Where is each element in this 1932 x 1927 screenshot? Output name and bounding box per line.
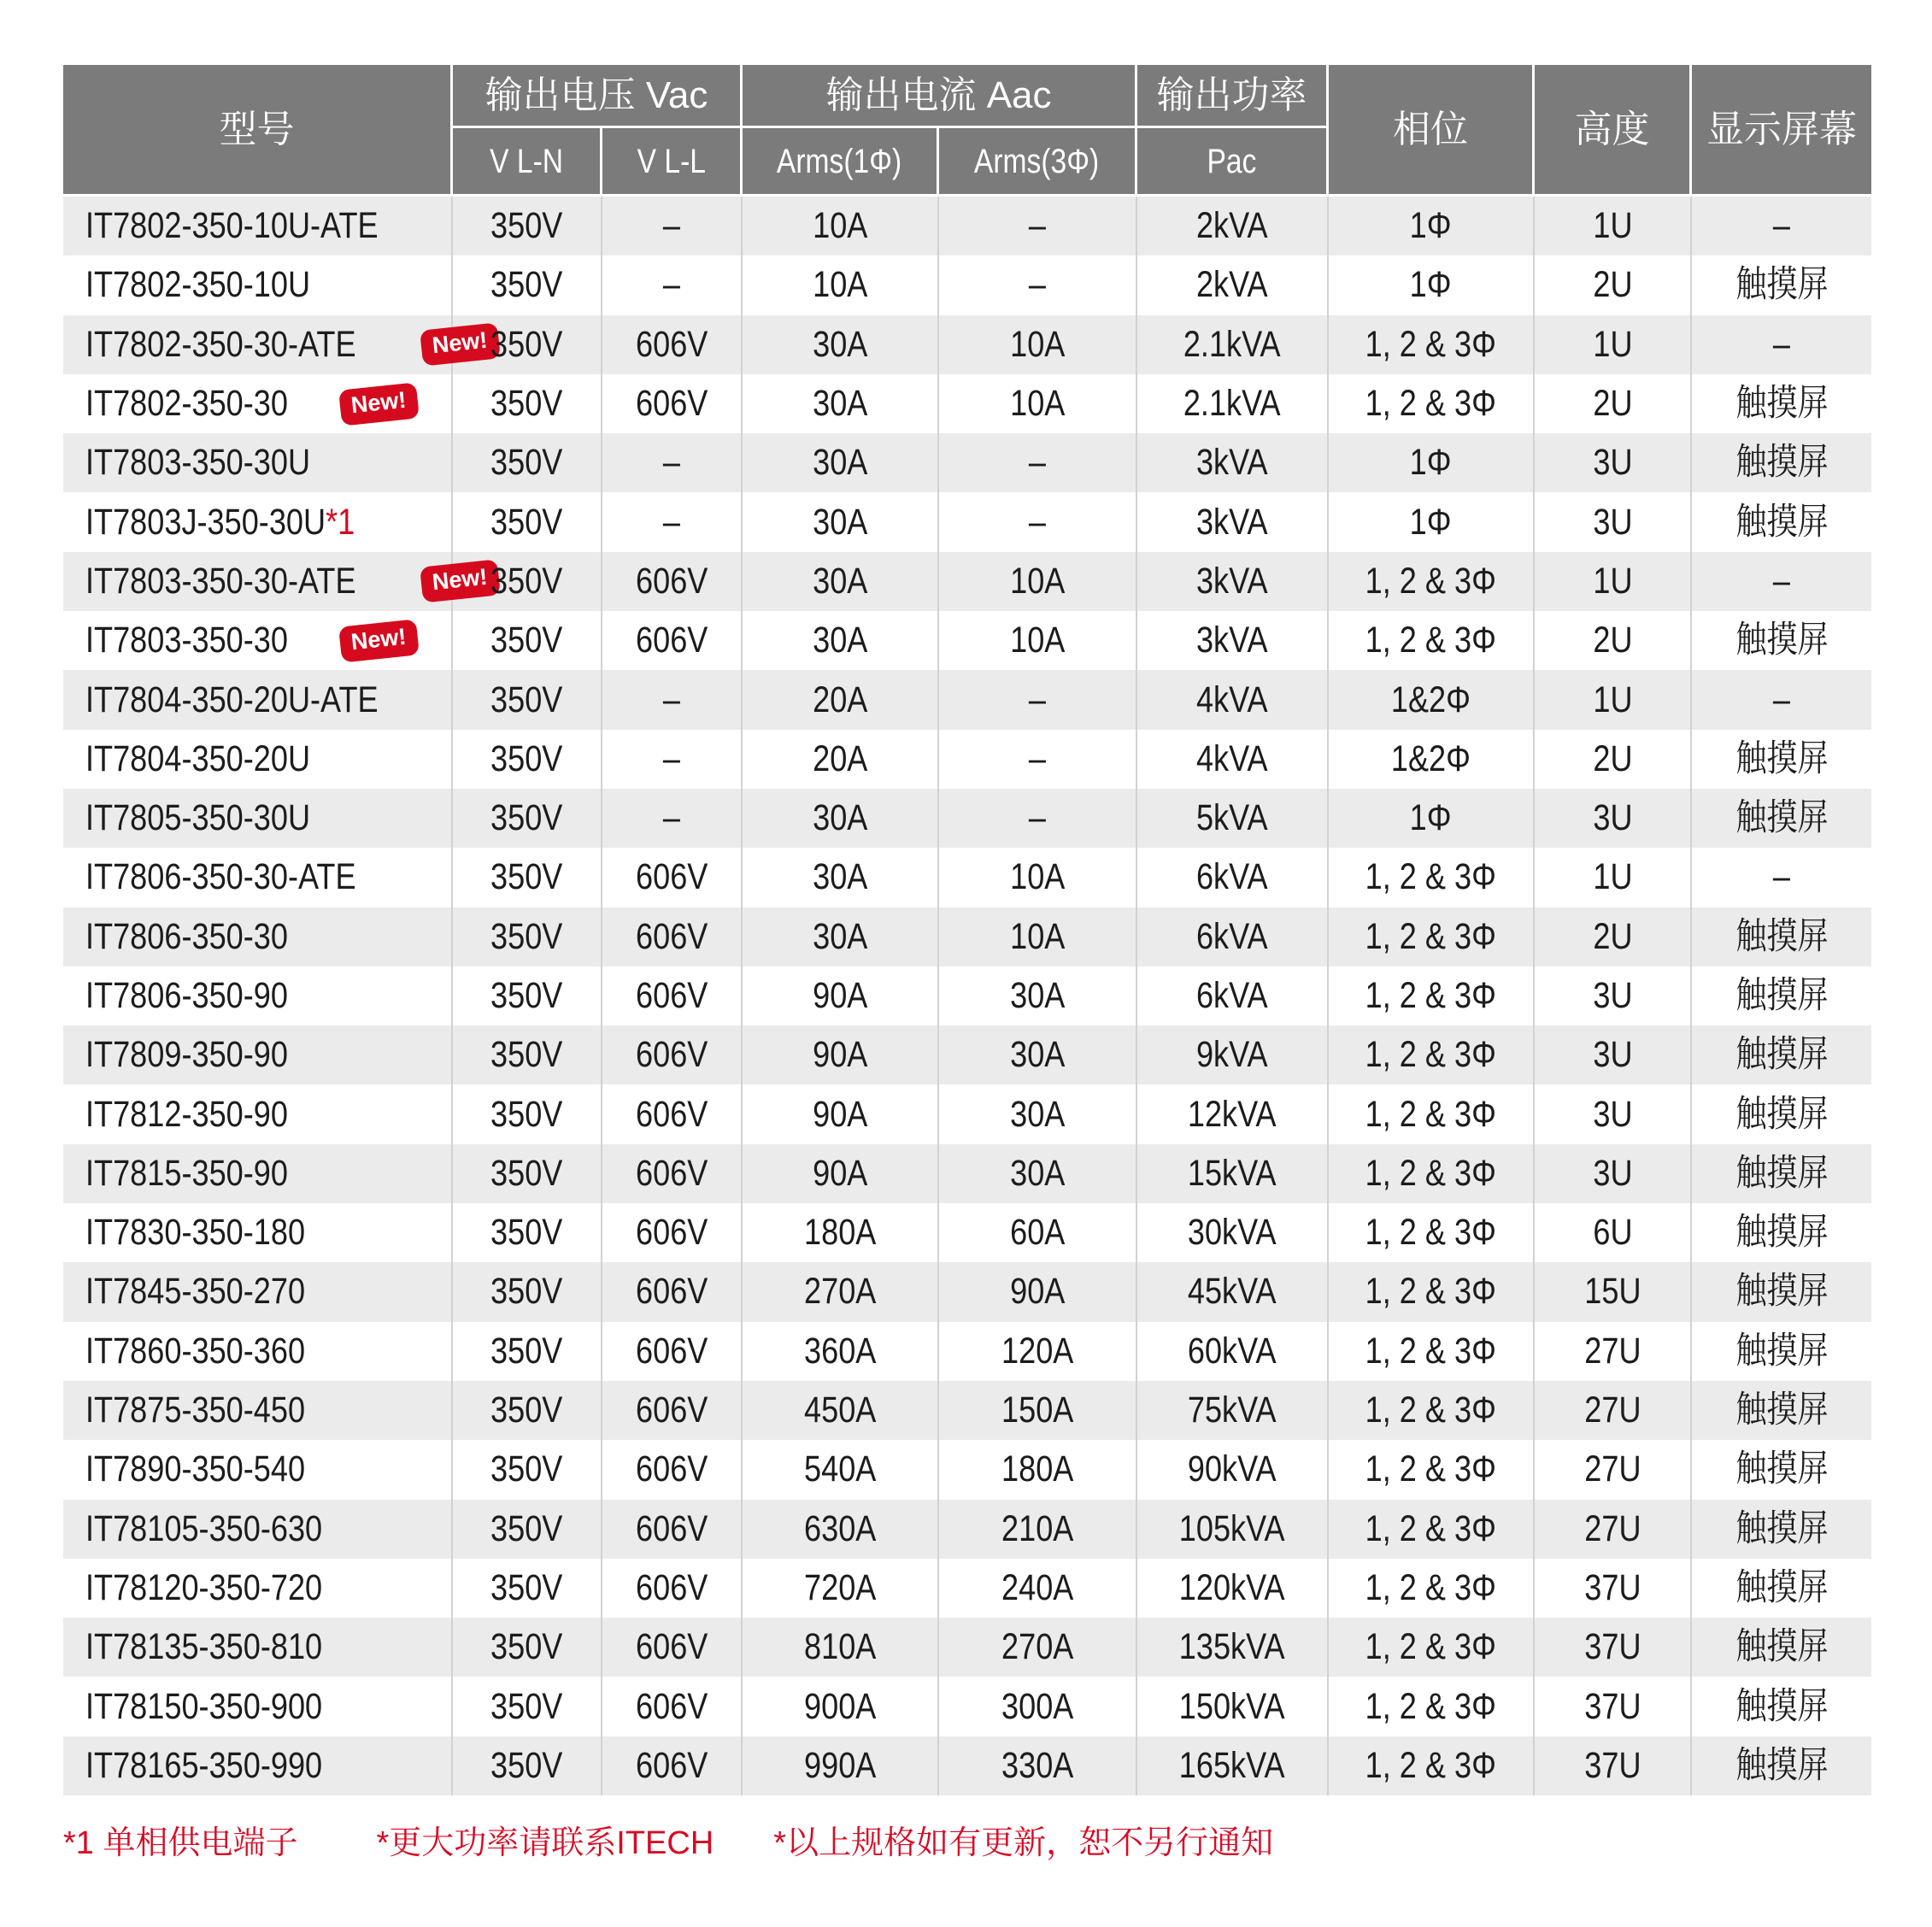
cell-current-1ph: 180A bbox=[743, 1203, 939, 1262]
cell-voltage-ll: 606V bbox=[602, 1440, 743, 1499]
cell-power: 3kVA bbox=[1137, 611, 1329, 670]
cell-voltage-ll: – bbox=[602, 256, 743, 314]
table-row bbox=[63, 492, 1871, 551]
col-header-vln-label: V L-N bbox=[490, 142, 563, 180]
cell-voltage-ll: – bbox=[602, 492, 743, 551]
cell-display-screen: 触摸屏 bbox=[1735, 1271, 1829, 1313]
cell-current-1ph: 630A bbox=[743, 1500, 939, 1559]
cell-power: 6kVA bbox=[1137, 966, 1329, 1025]
cell-voltage-ll: 606V bbox=[602, 1559, 743, 1618]
cell-display-screen: 触摸屏 bbox=[1735, 383, 1829, 425]
cell-current-3ph: 30A bbox=[939, 1144, 1137, 1203]
cell-height: 3U bbox=[1535, 492, 1692, 551]
cell-model: IT7803J-350-30U*1 bbox=[63, 492, 453, 551]
cell-current-3ph: – bbox=[939, 197, 1137, 256]
cell-current-3ph: 60A bbox=[939, 1203, 1137, 1262]
cell-current-3ph: 10A bbox=[939, 315, 1137, 374]
cell-current-1ph: 450A bbox=[743, 1381, 939, 1440]
cell-voltage-ln: 350V bbox=[453, 1677, 602, 1736]
cell-power: 90kVA bbox=[1137, 1440, 1329, 1499]
cell-phase: 1&2Φ bbox=[1329, 730, 1535, 789]
cell-model: IT7806-350-30 bbox=[63, 908, 453, 966]
cell-voltage-ln: 350V bbox=[453, 1736, 602, 1795]
cell-power: 30kVA bbox=[1137, 1203, 1329, 1262]
cell-current-3ph: – bbox=[939, 670, 1137, 729]
table-row bbox=[63, 1262, 1871, 1321]
table-row bbox=[63, 670, 1871, 729]
new-badge: New! bbox=[338, 619, 419, 662]
cell-model: IT7805-350-30U bbox=[63, 789, 453, 848]
col-header-arms-1ph bbox=[743, 128, 939, 194]
cell-phase: 1Φ bbox=[1329, 492, 1535, 551]
table-row bbox=[63, 1084, 1871, 1143]
cell-display-screen: 触摸屏 bbox=[1735, 1330, 1829, 1372]
cell-display-screen: – bbox=[1772, 679, 1791, 720]
cell-height: 2U bbox=[1535, 908, 1692, 966]
cell-current-1ph: 720A bbox=[743, 1559, 939, 1618]
cell-model: IT7806-350-90 bbox=[63, 966, 453, 1025]
cell-voltage-ll: 606V bbox=[602, 1144, 743, 1203]
cell-current-3ph: 10A bbox=[939, 908, 1137, 966]
cell-height: 1U bbox=[1535, 315, 1692, 374]
cell-voltage-ln: 350V bbox=[453, 966, 602, 1025]
new-badge: New! bbox=[338, 382, 419, 426]
cell-current-1ph: 10A bbox=[743, 256, 939, 314]
cell-current-1ph: 990A bbox=[743, 1736, 939, 1795]
cell-voltage-ln: 350V bbox=[453, 374, 602, 433]
cell-display-screen: 触摸屏 bbox=[1735, 620, 1829, 661]
cell-voltage-ln: 350V bbox=[453, 492, 602, 551]
cell-phase: 1, 2 & 3Φ bbox=[1329, 1262, 1535, 1321]
cell-voltage-ln: 350V bbox=[453, 1262, 602, 1321]
model-footnote-marker: *1 bbox=[326, 501, 355, 543]
cell-display-screen: 触摸屏 bbox=[1735, 501, 1829, 543]
cell-power: 2kVA bbox=[1137, 256, 1329, 314]
cell-voltage-ln: 350V bbox=[453, 1381, 602, 1440]
col-header-pac bbox=[1137, 128, 1329, 194]
cell-power: 2.1kVA bbox=[1137, 315, 1329, 374]
cell-current-1ph: 20A bbox=[743, 730, 939, 789]
cell-display-screen: – bbox=[1772, 560, 1791, 602]
new-badge: New! bbox=[420, 560, 500, 603]
cell-power: 135kVA bbox=[1137, 1618, 1329, 1677]
cell-phase: 1, 2 & 3Φ bbox=[1329, 1203, 1535, 1262]
cell-current-1ph: 30A bbox=[743, 315, 939, 374]
col-header-arms-3ph-label: Arms(3Φ) bbox=[974, 142, 1100, 180]
cell-height: 3U bbox=[1535, 1025, 1692, 1084]
cell-height: 1U bbox=[1535, 848, 1692, 907]
cell-power: 2kVA bbox=[1137, 197, 1329, 256]
cell-voltage-ll: 606V bbox=[602, 374, 743, 433]
cell-current-3ph: 150A bbox=[939, 1381, 1137, 1440]
col-header-height: 高度 bbox=[1535, 65, 1692, 194]
cell-voltage-ln: 350V bbox=[453, 848, 602, 907]
cell-voltage-ll: 606V bbox=[602, 1677, 743, 1736]
table-row bbox=[63, 1025, 1871, 1084]
cell-voltage-ll: 606V bbox=[602, 552, 743, 611]
cell-current-3ph: – bbox=[939, 492, 1137, 551]
cell-phase: 1Φ bbox=[1329, 197, 1535, 256]
cell-voltage-ln: 350V bbox=[453, 1144, 602, 1203]
cell-power: 60kVA bbox=[1137, 1322, 1329, 1381]
cell-display-screen: 触摸屏 bbox=[1735, 1034, 1829, 1076]
cell-phase: 1, 2 & 3Φ bbox=[1329, 1500, 1535, 1559]
cell-model: IT7860-350-360 bbox=[63, 1322, 453, 1381]
cell-display-screen: 触摸屏 bbox=[1735, 1448, 1829, 1490]
cell-voltage-ln: 350V bbox=[453, 789, 602, 848]
cell-power: 6kVA bbox=[1137, 848, 1329, 907]
cell-voltage-ln: 350V bbox=[453, 1084, 602, 1143]
cell-display-screen: 触摸屏 bbox=[1735, 1626, 1829, 1668]
cell-phase: 1, 2 & 3Φ bbox=[1329, 848, 1535, 907]
cell-model: IT78150-350-900 bbox=[63, 1677, 453, 1736]
cell-model: IT7815-350-90 bbox=[63, 1144, 453, 1203]
footnote-3: *以上规格如有更新，恕不另行通知 bbox=[773, 1825, 1274, 1861]
cell-current-1ph: 90A bbox=[743, 1025, 939, 1084]
cell-model: IT7804-350-20U bbox=[63, 730, 453, 789]
cell-current-3ph: – bbox=[939, 730, 1137, 789]
table-row bbox=[63, 552, 1871, 611]
cell-voltage-ln: 350V bbox=[453, 256, 602, 314]
table-row bbox=[63, 256, 1871, 314]
cell-model: IT7803-350-30-ATE New! bbox=[63, 552, 453, 611]
cell-phase: 1, 2 & 3Φ bbox=[1329, 1559, 1535, 1618]
cell-phase: 1Φ bbox=[1329, 256, 1535, 314]
cell-phase: 1, 2 & 3Φ bbox=[1329, 966, 1535, 1025]
cell-current-1ph: 20A bbox=[743, 670, 939, 729]
cell-model: IT78120-350-720 bbox=[63, 1559, 453, 1618]
cell-current-3ph: – bbox=[939, 256, 1137, 314]
table-row bbox=[63, 966, 1871, 1025]
cell-power: 3kVA bbox=[1137, 433, 1329, 492]
cell-voltage-ll: – bbox=[602, 197, 743, 256]
cell-power: 9kVA bbox=[1137, 1025, 1329, 1084]
cell-display-screen: 触摸屏 bbox=[1735, 797, 1829, 839]
col-header-output-current: 输出电流 Aac bbox=[743, 65, 1137, 128]
cell-current-3ph: 30A bbox=[939, 1084, 1137, 1143]
cell-display-screen: 触摸屏 bbox=[1735, 1212, 1829, 1254]
cell-height: 2U bbox=[1535, 611, 1692, 670]
cell-height: 27U bbox=[1535, 1500, 1692, 1559]
cell-model: IT7802-350-10U bbox=[63, 256, 453, 314]
cell-voltage-ll: 606V bbox=[602, 1262, 743, 1321]
cell-phase: 1, 2 & 3Φ bbox=[1329, 611, 1535, 670]
cell-power: 3kVA bbox=[1137, 492, 1329, 551]
cell-power: 3kVA bbox=[1137, 552, 1329, 611]
cell-display-screen: 触摸屏 bbox=[1735, 975, 1829, 1016]
cell-voltage-ll: 606V bbox=[602, 1203, 743, 1262]
cell-current-1ph: 30A bbox=[743, 374, 939, 433]
cell-power: 4kVA bbox=[1137, 730, 1329, 789]
cell-display-screen: 触摸屏 bbox=[1735, 1507, 1829, 1549]
table-row bbox=[63, 1500, 1871, 1559]
cell-height: 27U bbox=[1535, 1322, 1692, 1381]
cell-voltage-ll: 606V bbox=[602, 315, 743, 374]
cell-model: IT7802-350-10U-ATE bbox=[63, 197, 453, 256]
cell-power: 5kVA bbox=[1137, 789, 1329, 848]
cell-voltage-ln: 350V bbox=[453, 611, 602, 670]
table-row bbox=[63, 1203, 1871, 1262]
cell-phase: 1, 2 & 3Φ bbox=[1329, 1677, 1535, 1736]
cell-voltage-ll: 606V bbox=[602, 1322, 743, 1381]
cell-display-screen: 触摸屏 bbox=[1735, 1685, 1829, 1727]
cell-current-3ph: 10A bbox=[939, 374, 1137, 433]
cell-model: IT7803-350-30 New! bbox=[63, 611, 453, 670]
cell-display-screen: – bbox=[1772, 205, 1791, 247]
cell-height: 2U bbox=[1535, 730, 1692, 789]
table-row bbox=[63, 1736, 1871, 1795]
cell-phase: 1, 2 & 3Φ bbox=[1329, 315, 1535, 374]
cell-voltage-ll: 606V bbox=[602, 908, 743, 966]
cell-voltage-ln: 350V bbox=[453, 1203, 602, 1262]
cell-voltage-ll: 606V bbox=[602, 848, 743, 907]
cell-phase: 1, 2 & 3Φ bbox=[1329, 552, 1535, 611]
cell-phase: 1, 2 & 3Φ bbox=[1329, 1322, 1535, 1381]
col-header-output-voltage: 输出电压 Vac bbox=[453, 65, 743, 128]
cell-voltage-ln: 350V bbox=[453, 670, 602, 729]
cell-power: 120kVA bbox=[1137, 1559, 1329, 1618]
col-header-vll-label: V L-L bbox=[637, 142, 706, 180]
spec-table-body bbox=[63, 197, 1871, 1795]
cell-current-1ph: 30A bbox=[743, 611, 939, 670]
cell-current-1ph: 30A bbox=[743, 848, 939, 907]
cell-current-3ph: 180A bbox=[939, 1440, 1137, 1499]
cell-current-3ph: 10A bbox=[939, 611, 1137, 670]
cell-display-screen: 触摸屏 bbox=[1735, 915, 1829, 957]
cell-current-1ph: 30A bbox=[743, 492, 939, 551]
cell-voltage-ln: 350V bbox=[453, 197, 602, 256]
cell-display-screen: – bbox=[1772, 856, 1791, 898]
cell-display-screen: 触摸屏 bbox=[1735, 737, 1829, 779]
cell-model: IT7806-350-30-ATE bbox=[63, 848, 453, 907]
cell-voltage-ll: – bbox=[602, 670, 743, 729]
table-row bbox=[63, 730, 1871, 789]
cell-current-1ph: 810A bbox=[743, 1618, 939, 1677]
cell-current-3ph: 120A bbox=[939, 1322, 1137, 1381]
cell-power: 4kVA bbox=[1137, 670, 1329, 729]
table-row bbox=[63, 1440, 1871, 1499]
cell-current-1ph: 90A bbox=[743, 1084, 939, 1143]
cell-current-1ph: 30A bbox=[743, 908, 939, 966]
table-row bbox=[63, 1677, 1871, 1736]
cell-height: 37U bbox=[1535, 1677, 1692, 1736]
cell-current-3ph: 10A bbox=[939, 848, 1137, 907]
cell-current-1ph: 270A bbox=[743, 1262, 939, 1321]
cell-phase: 1, 2 & 3Φ bbox=[1329, 1381, 1535, 1440]
cell-voltage-ln: 350V bbox=[453, 1618, 602, 1677]
cell-current-3ph: 240A bbox=[939, 1559, 1137, 1618]
cell-height: 37U bbox=[1535, 1559, 1692, 1618]
cell-display-screen: – bbox=[1772, 323, 1791, 365]
cell-voltage-ll: 606V bbox=[602, 1381, 743, 1440]
cell-power: 75kVA bbox=[1137, 1381, 1329, 1440]
cell-model: IT78105-350-630 bbox=[63, 1500, 453, 1559]
cell-model: IT7802-350-30-ATE New! bbox=[63, 315, 453, 374]
cell-phase: 1, 2 & 3Φ bbox=[1329, 1736, 1535, 1795]
cell-display-screen: 触摸屏 bbox=[1735, 264, 1829, 306]
cell-current-1ph: 30A bbox=[743, 552, 939, 611]
cell-phase: 1Φ bbox=[1329, 433, 1535, 492]
cell-model: IT7802-350-30 New! bbox=[63, 374, 453, 433]
cell-current-3ph: 270A bbox=[939, 1618, 1137, 1677]
cell-power: 150kVA bbox=[1137, 1677, 1329, 1736]
cell-model: IT7812-350-90 bbox=[63, 1084, 453, 1143]
cell-height: 15U bbox=[1535, 1262, 1692, 1321]
cell-voltage-ll: 606V bbox=[602, 1736, 743, 1795]
cell-voltage-ln: 350V bbox=[453, 552, 602, 611]
cell-voltage-ln: 350V bbox=[453, 908, 602, 966]
cell-display-screen: 触摸屏 bbox=[1735, 1744, 1829, 1786]
col-header-arms-3ph bbox=[939, 128, 1137, 194]
cell-model: IT7845-350-270 bbox=[63, 1262, 453, 1321]
cell-current-3ph: 30A bbox=[939, 966, 1137, 1025]
cell-voltage-ln: 350V bbox=[453, 730, 602, 789]
cell-current-1ph: 540A bbox=[743, 1440, 939, 1499]
footnote bbox=[63, 1827, 1273, 1859]
cell-phase: 1, 2 & 3Φ bbox=[1329, 1084, 1535, 1143]
table-row bbox=[63, 374, 1871, 433]
cell-model: IT7803-350-30U bbox=[63, 433, 453, 492]
spec-table bbox=[63, 65, 1871, 1795]
table-row bbox=[63, 611, 1871, 670]
cell-voltage-ll: 606V bbox=[602, 1618, 743, 1677]
cell-phase: 1, 2 & 3Φ bbox=[1329, 1618, 1535, 1677]
cell-phase: 1Φ bbox=[1329, 789, 1535, 848]
cell-phase: 1, 2 & 3Φ bbox=[1329, 1144, 1535, 1203]
cell-current-1ph: 360A bbox=[743, 1322, 939, 1381]
cell-voltage-ll: – bbox=[602, 433, 743, 492]
cell-height: 2U bbox=[1535, 256, 1692, 314]
spec-table-header bbox=[63, 65, 1871, 194]
cell-height: 1U bbox=[1535, 552, 1692, 611]
cell-height: 3U bbox=[1535, 966, 1692, 1025]
cell-display-screen: 触摸屏 bbox=[1735, 1389, 1829, 1431]
cell-phase: 1, 2 & 3Φ bbox=[1329, 908, 1535, 966]
cell-power: 12kVA bbox=[1137, 1084, 1329, 1143]
col-header-pac-label: Pac bbox=[1207, 142, 1257, 180]
cell-voltage-ll: – bbox=[602, 789, 743, 848]
cell-model: IT78135-350-810 bbox=[63, 1618, 453, 1677]
cell-height: 1U bbox=[1535, 197, 1692, 256]
cell-model: IT7875-350-450 bbox=[63, 1381, 453, 1440]
cell-power: 165kVA bbox=[1137, 1736, 1329, 1795]
cell-current-3ph: 330A bbox=[939, 1736, 1137, 1795]
cell-voltage-ln: 350V bbox=[453, 1025, 602, 1084]
cell-model: IT78165-350-990 bbox=[63, 1736, 453, 1795]
cell-voltage-ll: 606V bbox=[602, 611, 743, 670]
cell-current-1ph: 30A bbox=[743, 433, 939, 492]
cell-voltage-ll: 606V bbox=[602, 966, 743, 1025]
cell-current-1ph: 10A bbox=[743, 197, 939, 256]
cell-height: 3U bbox=[1535, 1084, 1692, 1143]
col-header-display: 显示屏幕 bbox=[1692, 65, 1871, 194]
cell-height: 1U bbox=[1535, 670, 1692, 729]
cell-height: 3U bbox=[1535, 789, 1692, 848]
cell-voltage-ln: 350V bbox=[453, 1322, 602, 1381]
cell-current-3ph: 10A bbox=[939, 552, 1137, 611]
col-header-model: 型号 bbox=[63, 65, 453, 194]
cell-voltage-ll: 606V bbox=[602, 1025, 743, 1084]
cell-height: 6U bbox=[1535, 1203, 1692, 1262]
cell-power: 105kVA bbox=[1137, 1500, 1329, 1559]
table-row bbox=[63, 197, 1871, 256]
cell-model: IT7804-350-20U-ATE bbox=[63, 670, 453, 729]
table-row bbox=[63, 789, 1871, 848]
table-row bbox=[63, 1144, 1871, 1203]
table-row bbox=[63, 908, 1871, 966]
col-header-vll bbox=[602, 128, 743, 194]
cell-model: IT7830-350-180 bbox=[63, 1203, 453, 1262]
cell-power: 2.1kVA bbox=[1137, 374, 1329, 433]
cell-height: 37U bbox=[1535, 1736, 1692, 1795]
cell-height: 37U bbox=[1535, 1618, 1692, 1677]
cell-display-screen: 触摸屏 bbox=[1735, 1152, 1829, 1194]
col-header-output-power: 输出功率 bbox=[1137, 65, 1329, 128]
cell-current-3ph: – bbox=[939, 789, 1137, 848]
cell-display-screen: 触摸屏 bbox=[1735, 442, 1829, 484]
cell-current-3ph: 210A bbox=[939, 1500, 1137, 1559]
cell-current-3ph: – bbox=[939, 433, 1137, 492]
table-row bbox=[63, 315, 1871, 374]
table-row bbox=[63, 1381, 1871, 1440]
cell-current-3ph: 90A bbox=[939, 1262, 1137, 1321]
cell-power: 45kVA bbox=[1137, 1262, 1329, 1321]
col-header-vln bbox=[453, 128, 602, 194]
cell-height: 27U bbox=[1535, 1381, 1692, 1440]
cell-height: 3U bbox=[1535, 1144, 1692, 1203]
cell-current-1ph: 90A bbox=[743, 1144, 939, 1203]
cell-current-1ph: 900A bbox=[743, 1677, 939, 1736]
cell-display-screen: 触摸屏 bbox=[1735, 1093, 1829, 1135]
cell-current-3ph: 30A bbox=[939, 1025, 1137, 1084]
cell-phase: 1, 2 & 3Φ bbox=[1329, 374, 1535, 433]
col-header-phase: 相位 bbox=[1329, 65, 1535, 194]
cell-power: 6kVA bbox=[1137, 908, 1329, 966]
cell-power: 15kVA bbox=[1137, 1144, 1329, 1203]
cell-model: IT7809-350-90 bbox=[63, 1025, 453, 1084]
cell-voltage-ln: 350V bbox=[453, 1440, 602, 1499]
col-header-arms-1ph-label: Arms(1Φ) bbox=[777, 142, 902, 180]
cell-voltage-ln: 350V bbox=[453, 433, 602, 492]
table-row bbox=[63, 1322, 1871, 1381]
cell-phase: 1, 2 & 3Φ bbox=[1329, 1440, 1535, 1499]
cell-model: IT7890-350-540 bbox=[63, 1440, 453, 1499]
cell-voltage-ln: 350V bbox=[453, 1500, 602, 1559]
cell-phase: 1&2Φ bbox=[1329, 670, 1535, 729]
new-badge: New! bbox=[420, 323, 500, 367]
table-row bbox=[63, 1618, 1871, 1677]
footnote-1: *1 单相供电端子 bbox=[63, 1825, 298, 1861]
table-row bbox=[63, 1559, 1871, 1618]
cell-voltage-ll: 606V bbox=[602, 1500, 743, 1559]
cell-current-1ph: 90A bbox=[743, 966, 939, 1025]
table-row bbox=[63, 848, 1871, 907]
cell-current-3ph: 300A bbox=[939, 1677, 1137, 1736]
cell-display-screen: 触摸屏 bbox=[1735, 1566, 1829, 1608]
cell-voltage-ll: 606V bbox=[602, 1084, 743, 1143]
cell-voltage-ln: 350V bbox=[453, 315, 602, 374]
cell-height: 3U bbox=[1535, 433, 1692, 492]
footnote-2: *更大功率请联系ITECH bbox=[376, 1825, 714, 1861]
cell-voltage-ln: 350V bbox=[453, 1559, 602, 1618]
table-row bbox=[63, 433, 1871, 492]
cell-height: 2U bbox=[1535, 374, 1692, 433]
cell-voltage-ll: – bbox=[602, 730, 743, 789]
cell-phase: 1, 2 & 3Φ bbox=[1329, 1025, 1535, 1084]
cell-height: 27U bbox=[1535, 1440, 1692, 1499]
cell-current-1ph: 30A bbox=[743, 789, 939, 848]
